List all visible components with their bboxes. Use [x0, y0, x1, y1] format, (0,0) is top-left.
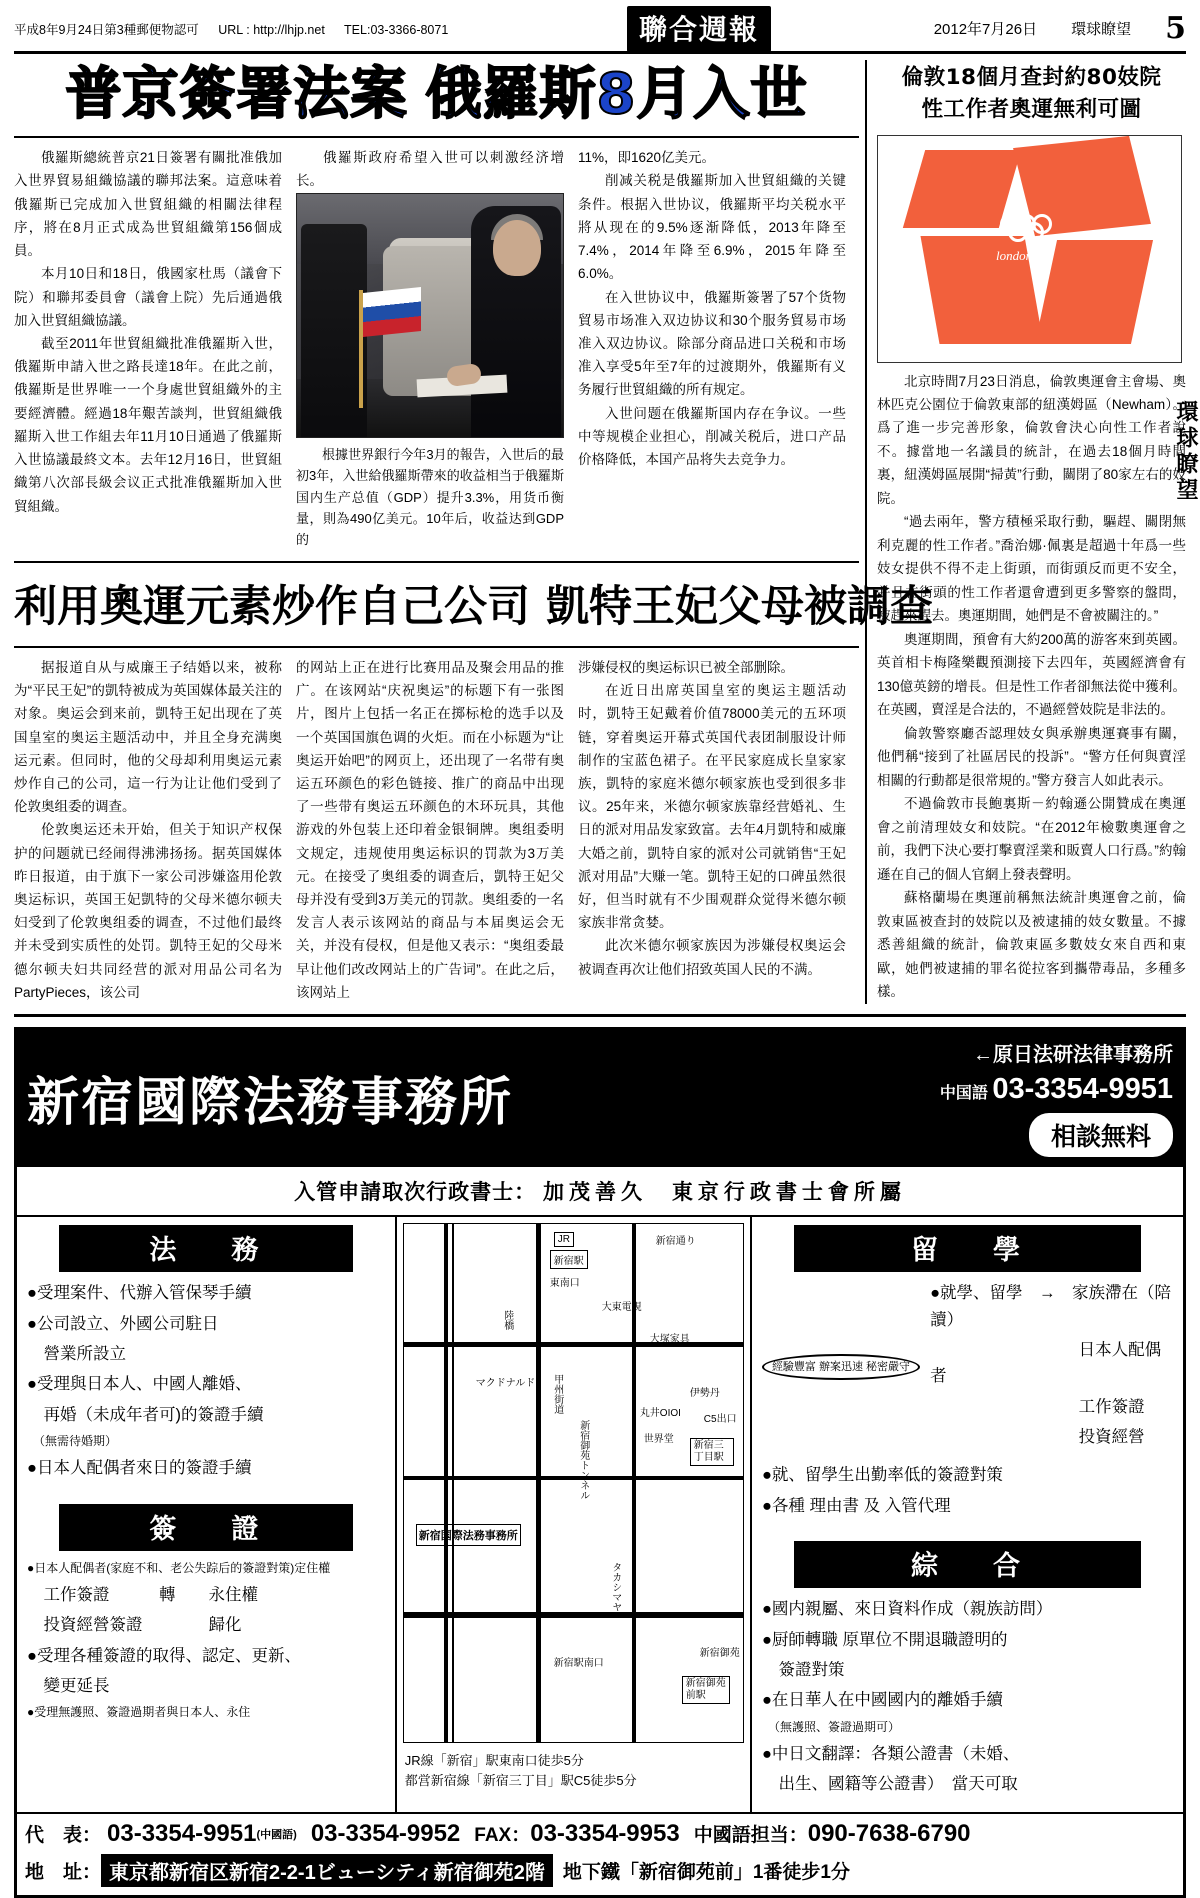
ad-item: ●各種 理由書 及 入管代理: [761, 1496, 951, 1515]
ad-section-body-study: [752, 1280, 1183, 1533]
article1-photo-caption: 根據世界銀行今年3月的報告，入世后的最初3年，入世給俄羅斯帶來的收益相当于俄羅斯国内生产总值（GDP）提升3.3%，用货币衡量，則為490亿美元。10年后，收益达到GDP的: [296, 446, 564, 548]
map-label-shinjuku-dori: 新宿通り: [655, 1236, 696, 1248]
ad-footer-contacts: [17, 1814, 1183, 1854]
article1-headline: [14, 60, 859, 132]
ad-item: 工作簽證: [930, 1397, 1145, 1416]
ad-columns: [17, 1217, 1183, 1812]
map-road-horizontal-2: [404, 1476, 744, 1480]
ad-subtitle-name: 加茂善久: [543, 1181, 647, 1205]
ad-tel-label: 中国語: [939, 1085, 988, 1103]
right-article-body: [877, 370, 1186, 1004]
london-2012-logo-photo: [877, 135, 1182, 363]
ad-item: ●受理與日本人、中國人離婚、: [27, 1375, 252, 1394]
ad-former-name: ←原日法研法律事務所: [973, 1044, 1173, 1067]
ad-section-title-houmu: 法 務: [59, 1225, 353, 1272]
ad-section-title-study: 留 學: [794, 1225, 1141, 1272]
ad-subtitle: [17, 1167, 1183, 1217]
masthead-url: URL : http://lhjp.net: [218, 22, 325, 37]
ad-item: 投資經營簽證 歸化: [27, 1616, 242, 1635]
ad-map-notes: [397, 1749, 750, 1798]
article1-headline-box: [14, 60, 859, 138]
newspaper-logo: 聯合週報: [627, 6, 771, 52]
section-name: 環球瞭望: [1071, 21, 1132, 38]
map-label-shinjuku-station: 新宿駅: [550, 1250, 588, 1269]
map-label-mcdonalds: マクドナルド: [475, 1378, 536, 1390]
paragraph: 此次米德尔顿家族因为涉嫌侵权奥运会被调查再次让他们招致英国人民的不满。: [578, 938, 846, 977]
ad-fax-label: FAX：: [474, 1825, 531, 1847]
ad-section-body-visa: [17, 1559, 395, 1737]
paragraph: 11%，即1620亿美元。: [578, 150, 716, 166]
ad-item: ●日本人配偶者來日的簽證手續: [27, 1459, 252, 1478]
ad-column-left: [17, 1217, 397, 1812]
paragraph: 伦敦奥运还未开始，但关于知识产权保护的问题就已经闹得沸沸扬扬。据英国媒体昨日报道，由于旗下一家公司涉嫌盗用伦敦奥运标识，英国王妃凱特的父母米德尔顿夫妇受到了伦敦奥组委的调查，不过他们最终并未受到实质性的处罚。凱特王妃的父母米德尔顿夫妇共同经营的派对用品公司名为PartyPieces，该公司: [14, 822, 282, 1000]
map-label-jr: JR: [554, 1232, 574, 1247]
map-label-south-exit: 新宿駅南口: [553, 1658, 604, 1670]
masthead-right: [934, 11, 1186, 46]
map-road-horizontal-1: [404, 1342, 744, 1347]
ad-item: 再婚（未成年者可)的簽證手續: [27, 1405, 264, 1424]
masthead: [14, 10, 1186, 54]
article2-headline-part1: 利用奧運元素炒作自己公司: [14, 581, 530, 632]
olympic-rings-icon: [1000, 214, 1060, 240]
ad-section-body-general: [752, 1596, 1183, 1812]
ad-map: [403, 1223, 744, 1743]
advertisement: [14, 1027, 1186, 1898]
ad-section-title-general: 綜 合: [794, 1541, 1141, 1588]
ad-title: 新宿國際法務事務所: [27, 1073, 514, 1134]
paragraph: 入世问题在俄羅斯国内存在争议。一些中等规模企业担心，削减关税后，进口产品价格降低，本国产品将失去竞争力。: [578, 405, 846, 468]
masthead-tel: TEL:03-3366-8071: [344, 22, 449, 37]
map-label-gyoenmae: 新宿御苑前駅: [682, 1676, 730, 1704]
map-label-tunnel: 新宿御苑トンネル: [577, 1420, 589, 1501]
article2-col3: [578, 656, 846, 1004]
ad-item: ●公司設立、外國公司駐日: [27, 1314, 219, 1333]
map-label-c5-exit: C5出口: [703, 1414, 737, 1426]
article1-col3: [578, 146, 846, 551]
map-label-shinjuku-gyoen: 新宿御苑: [699, 1648, 740, 1660]
ad-column-right: [752, 1217, 1183, 1812]
map-road-horizontal-3: [404, 1612, 744, 1618]
map-label-daito-tv: 大東電視: [601, 1302, 642, 1314]
ad-footer-fax: 03-3354-9953: [530, 1819, 680, 1847]
ad-stamp: 經驗豐富 辦案迅速 秘密嚴守: [762, 1354, 920, 1380]
map-label-overpass: 陸橋: [501, 1310, 513, 1331]
ad-section-body-houmu: [17, 1280, 395, 1496]
map-note-2: 都営新宿線「新宿三丁目」駅C5徒歩5分: [404, 1772, 637, 1788]
ad-section-title-visa: 簽 證: [59, 1504, 353, 1551]
map-label-marui: 丸井OIOI: [639, 1408, 681, 1420]
right-headline-line1: 倫敦18個月查封約80妓院: [901, 65, 1162, 90]
page-number: 5: [1165, 11, 1186, 46]
ad-footer-tel1-note: (中國語): [256, 1828, 297, 1841]
ad-rep-label: 代 表：: [25, 1825, 102, 1847]
ad-item: ●日本人配偶者(家庭不和、老公失踪后的簽證對策)定住權: [27, 1560, 331, 1575]
masthead-left: [14, 20, 464, 38]
ad-item: 簽證對策: [761, 1661, 845, 1680]
ad-addr-label: 地 址：: [25, 1861, 102, 1883]
article1-col1: [14, 146, 282, 551]
publish-date: 2012年7月26日: [933, 21, 1038, 38]
map-railway: [444, 1224, 454, 1743]
ad-item: ●厨師轉職 原單位不開退職證明的: [761, 1630, 1008, 1649]
paragraph: 据报道自从与威廉王子结婚以来，被称为“平民王妃”的凱特被成为英国媒体最关注的对象。奥运会到来前，凱特王妃出现在了英国皇室的奥运主题活动中，并且全身充满奥运元素。但同时，他的父母却利用奥运元素炒作自己的公司，這一行为让让他们受到了伦敦奥组委的调查。: [14, 659, 282, 815]
article2-col1: [14, 656, 282, 1004]
article2-headline: [14, 561, 933, 648]
map-road-vertical-1: [536, 1224, 541, 1743]
ad-item: 出生、國籍等公證書） 當天可取: [761, 1775, 1018, 1794]
divider: [14, 1014, 1186, 1017]
paragraph: 本月10日和18日，俄國家杜馬（議會下院）和聯邦委員會（議會上院）先后通過俄加入世貿組織協議。: [14, 266, 282, 328]
paragraph: 削减关税是俄羅斯加入世貿組織的关键条件。根据入世协议，俄羅斯平均关税水平將从现在的9.5%逐渐降低，2013年降至7.4%，2014年降至6.9%，2015年降至6.0%。: [578, 173, 846, 282]
ad-item: 變更延長: [27, 1677, 110, 1696]
article1-photo: [296, 193, 564, 438]
article1-headline-part2: 俄羅斯8月入世: [425, 62, 808, 127]
ad-free-consult-badge: 相談無料: [1029, 1113, 1173, 1157]
paragraph: 蘇格蘭場在奧運前稱無法統計奧運會之前，倫敦東區被查封的妓院以及被逮捕的妓女數量。不據悉善組織的統計，倫敦東區多數妓女來自西和東歐，她們被逮捕的罪名從拉客到攜帶毒品，多種多樣。: [877, 890, 1186, 1000]
photo-russian-flag: [363, 287, 421, 337]
ad-item: （無需待婚期）: [27, 1434, 118, 1449]
postal-notice: 平成8年9月24日第3種郵便物認可: [14, 22, 199, 37]
ad-footer-mobile: 090-7638-6790: [807, 1819, 971, 1847]
map-note-1: JR線「新宿」駅東南口徒歩5分: [404, 1753, 584, 1769]
paragraph: “過去兩年，警方積極采取行動，驅趕、關閉無利克麗的性工作者。”喬治娜·佩裏是超過十年爲一些妓女提供不得不走上街頭，而街頭反而更不安全，并且在街頭的性工作者還會遭到更多警察的盤問，被趕來趕去。奧運期間，她們是不會被關注的。”: [877, 514, 1186, 624]
article2-headline-part2: 凱特王妃父母被調查: [546, 581, 933, 632]
ad-item: ●中日文翻譯：各類公證書（未婚、: [761, 1745, 1020, 1764]
paragraph: 在入世协议中，俄羅斯簽署了57个货物貿易市场准入双边协议和30个服务貿易市场准入双边协议。除部分商品进口关税和市场准入享受5年至7年的过渡期外，俄羅斯有义务履行世貿組織的所有规定。: [578, 289, 846, 398]
ad-address-value: 東京都新宿区新宿2-2-1ビューシティ新宿御苑2階: [101, 1854, 553, 1887]
ad-item: ●就學、留學 → 家族滯在（陪讀）: [930, 1284, 1172, 1329]
article1-col2: [296, 146, 564, 551]
ad-telephone-line: [843, 1073, 1173, 1106]
ad-item: 日本人配偶者: [930, 1340, 1162, 1386]
ad-subtitle-right: 東京行政書士會所屬: [671, 1181, 906, 1205]
paragraph: 在近日出席英国皇室的奥运主题活动时，凱特王妃戴着价值78000美元的五环项链，穿着奥运开幕式英国代表团制服设计师制作的宝蓝色裙子。在平民家庭成长皇家家族，凱特的家庭米德尔顿家族也受到很多非议。25年来，米德尔顿家族靠经营婚礼、生日的派对用品发家致富。去年4月凱特和威廉大婚之前，凱特自家的派对公司就销售“王妃派对用品”大赚一笔。凱特王妃的口碑虽然很好，但当时就有不少围观群众觉得米德尔顿家族非常贪婪。: [578, 683, 846, 931]
ad-item: ●在日華人在中國國内的離婚手續: [761, 1691, 1003, 1710]
ad-column-map: [397, 1217, 752, 1812]
photo-person-left: [301, 224, 367, 438]
ad-footer: [17, 1812, 1183, 1895]
photo-person-head: [493, 220, 541, 276]
paragraph: 奧運期間，預會有大約200萬的游客來到英國。英首相卡梅隆樂觀預測接下去四年，英國經濟會有130億英鎊的增長。但是性工作者卻無法從中獲利。在英國，賣淫是合法的，不過經營妓院是非法的。: [877, 631, 1186, 718]
paragraph: 不過倫敦市長鮑裏斯－約翰遜公開贊成在奧運會之前清理妓女和妓院。“在2012年檢數奧運會之前，我們下決心要打擊賣淫業和販賣人口行爲。”約翰遜在自己的個人官網上發表聲明。: [877, 796, 1186, 882]
right-headline-line2: 性工作者奧運無利可圖: [921, 97, 1142, 123]
paragraph: 涉嫌侵权的奥运标识已被全部删除。: [578, 659, 794, 675]
article2-body: [14, 648, 859, 1004]
main-content: [14, 60, 1199, 1004]
ad-item: ●就、留學生出勤率低的簽證對策: [761, 1466, 1003, 1485]
ad-item: ●受理無護照、簽證過期者與日本人、永住: [27, 1705, 251, 1720]
ad-address-note: 地下鐵「新宿御苑前」1番徒步1分: [562, 1861, 850, 1883]
ad-subtitle-left: 入管申請取次行政書士：: [294, 1181, 537, 1205]
map-label-takashimaya: タカシマヤ: [609, 1562, 621, 1613]
ad-mobile-label: 中國語担当：: [693, 1825, 808, 1847]
map-label-southeast-exit: 東南口: [549, 1278, 580, 1290]
section-vertical-label: 環球瞭望: [1174, 400, 1199, 504]
ad-item: ●受理案件、代辦入管保琴手續: [27, 1284, 252, 1303]
right-column: [865, 60, 1199, 1004]
ad-item: 工作簽證 轉 永住權: [27, 1585, 258, 1604]
map-label-office: 新宿国際法務事務所: [416, 1524, 521, 1546]
ad-item: 營業所設立: [27, 1344, 126, 1363]
right-article-headline: [877, 60, 1186, 135]
ad-footer-tel1: 03-3354-9951: [107, 1819, 257, 1847]
ad-footer-tel2: 03-3354-9952: [310, 1819, 461, 1847]
ad-item: ●國内親屬、來日資料作成（親族訪問）: [761, 1600, 1053, 1619]
paragraph: 倫敦警察廳否認理妓女與承辦奧運賽事有關，他們稱“接到了社區居民的投訴”。“警方任何與賣淫相關的行動都是很常規的。”警方發言人如此表示。: [877, 725, 1186, 788]
paragraph: 北京時間7月23日消息，倫敦奧運會主會場、奧林匹克公園位于倫敦東部的紐漢姆區（Newham）。爲了進一步完善形象，倫敦會決心向性工作者說不。據當地一名議員的統計，在過去18個月時間裏，紐漢姆區展開“掃黃”行動，關閉了80家左右的妓院。: [877, 373, 1186, 506]
ad-tel-number: 03-3354-9951: [992, 1073, 1173, 1106]
article1-body: [14, 138, 859, 551]
paragraph: 截至2011年世貿組織批准俄羅斯入世，俄羅斯申請入世之路長達18年。在此之前，俄羅斯是世界唯一一个身處世貿組織外的主要經濟體。經過18年艱苦談判，世貿組織俄羅斯入世工作組去年11月10日通過了俄羅斯入世協議最終文本。去年12月16日，世貿組織第八次部長級会议正式批准俄羅斯加入世貿組織。: [14, 335, 282, 514]
logo-shard-4: [1035, 240, 1153, 344]
article1-headline-part1: 普京簽署法案: [65, 62, 408, 127]
map-label-otsuka-kagu: 大塚家具: [649, 1334, 690, 1346]
ad-contact-block: [843, 1038, 1173, 1157]
ad-item: （無護照、簽證過期可）: [761, 1719, 900, 1734]
map-label-koshu-kaido: 甲州街道: [551, 1374, 563, 1415]
map-label-sekaido: 世界堂: [643, 1434, 674, 1446]
paragraph: 俄羅斯政府希望入世可以刺激经济增长。: [296, 150, 564, 189]
article2-col2: [296, 656, 564, 1004]
map-label-shinjuku-sanchome: 新宿三丁目駅: [690, 1438, 734, 1466]
ad-item: 投資經營: [930, 1428, 1145, 1447]
left-column: [14, 60, 933, 1004]
map-label-isetan: 伊勢丹: [689, 1388, 720, 1400]
paragraph: 俄羅斯總統普京21日簽署有關批准俄加入世界貿易組織協議的聯邦法案。這意味着俄羅斯已完成加入世貿組織的相關法律程序，將在8月正式成為世貿組織第156個成員。: [14, 150, 282, 259]
london-wordmark: london: [996, 247, 1033, 263]
ad-item: ●受理各種簽證的取得、認定、更新、: [27, 1646, 301, 1665]
ad-header: [17, 1030, 1183, 1167]
ad-footer-address: [17, 1854, 1183, 1895]
paragraph: 的网站上正在进行比赛用品及聚会用品的推广。在该网站“庆祝奥运”的标题下有一张图片，图片上包括一名正在掷标枪的选手以及一个英国国旗色调的火炬。而在小标题为“让奥运开始吧”的网页上，还出现了一名带有奥运五环颜色的彩色链接、推广的商品中出现了一些带有奥运五环颜色的木环玩具，其他游戏的外包装上还印着金银铜牌。奥组委明文规定，违规使用奥运标识的罚款为3万美元。在接受了奥组委的调查后，凱特王妃父母并没有受到3万美元的罚款。奥组委的一名发言人表示该网站的商品与本届奥运会无关，并没有侵权，但是他又表示：“奥组委最早让他们改改网站上的广告词”。在此之后，该网站上: [296, 659, 564, 1000]
